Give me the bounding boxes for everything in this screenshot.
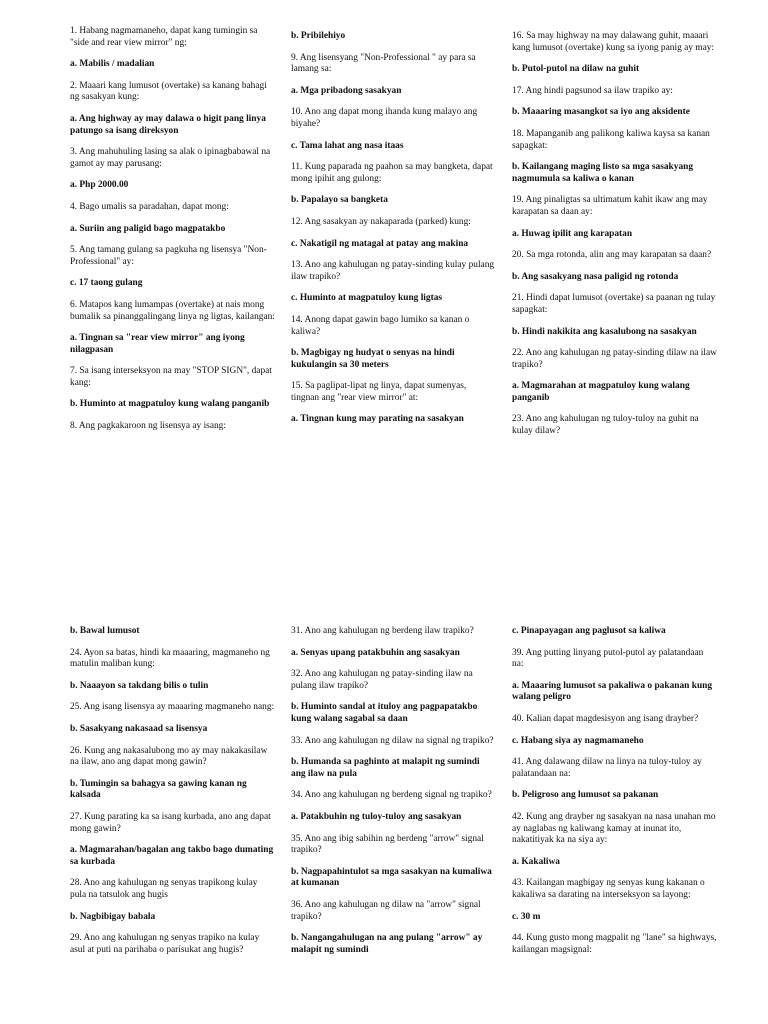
answer-text: b. Huminto sandal at ituloy ang pagpapatakbo kung walang sagabal sa daan	[291, 702, 478, 724]
question-text: 4. Bago umalis sa paradahan, dapat mong:	[70, 201, 229, 212]
answer-text: c. Tama lahat ang nasa itaas	[291, 140, 404, 151]
question-text: 23. Ano ang kahulugan ng tuloy-tuloy na guhit na kulay dilaw?	[512, 414, 699, 437]
question-text: 35. Ano ang ibig sabihin ng berdeng "arrow" signal trapiko?	[291, 833, 484, 856]
answer-text: a. Mga pribadong sasakyan	[291, 85, 402, 96]
question-text: 7. Sa isang interseksyon na may "STOP SIGN", dapat kang:	[70, 366, 272, 388]
question-text: 34. Ano ang kahulugan ng berdeng signal ng trapiko?	[291, 790, 492, 801]
answer-text: a. Magmarahan/bagalan ang takbo bago dumating sa kurbada	[70, 845, 274, 867]
question-text: 8. Ang pagkakaroon ng lisensya ay isang:	[70, 421, 226, 432]
answer-text: a. Mabilis / madalian	[70, 59, 155, 70]
question-text: 26. Kung ang nakasalubong mo ay may nakakasilaw na ilaw, ano ang dapat mong gawin?	[70, 745, 268, 768]
question-text: 20. Sa mga rotonda, alin ang may karapatan sa daan?	[512, 250, 712, 261]
question-text: 43. Kailangan magbigay ng senyas kung kakanan o kakaliwa sa darating na interseksyon sa layong:	[512, 878, 705, 900]
question-text: 40. Kalian dapat magdesisyon ang isang drayber?	[512, 713, 699, 724]
answer-text: b. Nagbibigay babala	[70, 911, 156, 922]
question-text: 36. Ano ang kahulugan ng dilaw na "arrow" signal trapiko?	[291, 899, 481, 922]
answer-text: b. Huminto at magpatuloy kung walang panganib	[70, 399, 270, 410]
answer-text: b. Tumingin sa bahagya sa gawing kanan ng kalsada	[70, 778, 247, 801]
answer-text: a. Tingnan sa "rear view mirror" ang iyong nilagpasan	[70, 333, 245, 355]
question-text: 22. Ano ang kahulugan ng patay-sinding dilaw na ilaw trapiko?	[512, 348, 717, 370]
column-1	[70, 26, 275, 443]
question-text: 33. Ano ang kahulugan ng dilaw na signal ng trapiko?	[291, 735, 494, 746]
question-text: 28. Ano ang kahulugan ng senyas trapikong kulay pula na tatsulok ang hugis	[70, 878, 258, 900]
answer-text: c. Pinapayagan ang paglusot sa kaliwa	[512, 626, 666, 636]
question-text: 17. Ang hindi pagsunod sa ilaw trapiko ay:	[512, 85, 673, 96]
question-text: 1. Habang nagmamaneho, dapat kang tumingin sa "side and rear view mirror" ng:	[70, 26, 258, 48]
question-text: 3. Ang mahuhuling lasing sa alak o ipinagbabawal na gamot ay may parusang:	[70, 147, 271, 169]
question-text: 44. Kung gusto mong magpalit ng "lane" sa highways, kailangan magsignal:	[512, 933, 717, 955]
answer-text: b. Nangangahulugan na ang pulang "arrow" ay malapit ng sumindi	[291, 933, 483, 955]
question-text: 19. Ang pinaligtas sa ultimatum kahit ikaw ang may karapatan sa daan ay:	[512, 195, 708, 217]
question-text: 39. Ang putting linyang putol-putol ay palatandaan na:	[512, 647, 704, 670]
answer-text: c. Huminto at magpatuloy kung ligtas	[291, 293, 443, 304]
answer-text: a. Php 2000.00	[70, 180, 129, 191]
answer-text: b. Naaayon sa takdang bilis o tulin	[70, 680, 209, 691]
column-1	[70, 626, 275, 966]
answer-text: c. 30 m	[512, 911, 541, 922]
question-text: 6. Matapos kang lumampas (overtake) at nais mong bumalik sa pinanggalingang linya ng ligtas, kailangan:	[70, 299, 275, 322]
question-text: 31. Ano ang kahulugan ng berdeng ilaw trapiko?	[291, 626, 474, 636]
question-text: 29. Ano ang kahulugan ng senyas trapiko na kulay asul at puti na parihaba o parisukat ang hugis?	[70, 933, 260, 955]
answer-text: a. Senyas upang patakbuhin ang sasakyan	[291, 647, 460, 658]
question-text: 12. Ang sasakyan ay nakaparada (parked) kung:	[291, 216, 471, 227]
question-text: 25. Ang isang lisensya ay maaaring magmaneho nang:	[70, 702, 275, 713]
answer-text: b. Peligroso ang lumusot sa pakanan	[512, 790, 659, 801]
answer-text: b. Kailangang maging listo sa mga sasakyang nagmumula sa kaliwa o kanan	[512, 162, 694, 184]
answer-text: c. Nakatigil ng matagal at patay ang makina	[291, 238, 469, 249]
question-text: 32. Ano ang kahulugan ng patay-sinding ilaw na pulang ilaw trapiko?	[291, 669, 473, 691]
column-2	[291, 626, 496, 966]
column-3	[512, 31, 717, 448]
question-text: 10. Ano ang dapat mong ihanda kung malayo ang biyahe?	[291, 107, 478, 129]
question-text: 13. Ano ang kahulugan ng patay-sinding kulay pulang ilaw trapiko?	[291, 260, 495, 282]
answer-text: b. Nagpapahintulot sa mga sasakyan na kumaliwa at kumanan	[291, 866, 492, 889]
question-text: 41. Ang dalawang dilaw na linya na tuloy-tuloy ay palatandaan na:	[512, 757, 702, 779]
answer-text: a. Maaaring lumusot sa pakaliwa o pakanan kung walang peligro	[512, 680, 713, 703]
answer-text: a. Ang highway ay may dalawa o higit pang linya patungo sa isang direksyon	[70, 113, 266, 136]
answer-text: b. Bawal lumusot	[70, 626, 140, 636]
answer-text: c. Habang siya ay nagmamaneho	[512, 735, 644, 746]
answer-text: b. Humanda sa paghinto at malapit ng sumindi ang ilaw na pula	[291, 757, 480, 779]
question-text: 11. Kung paparada ng paahon sa may bangketa, dapat mong ipihit ang gulong:	[291, 162, 493, 184]
question-text: 15. Sa paglipat-lipat ng linya, dapat sumenyas, tingnan ang "rear view mirror" at:	[291, 381, 467, 403]
answer-text: b. Ang sasakyang nasa paligid ng rotonda	[512, 271, 679, 282]
answer-text: a. Magmarahan at magpatuloy kung walang panganib	[512, 381, 690, 403]
question-text: 24. Ayon sa batas, hindi ka maaaring, magmaneho ng matulin maliban kung:	[70, 647, 270, 670]
answer-text: a. Kakaliwa	[512, 856, 560, 867]
answer-text: a. Tingnan kung may parating na sasakyan	[291, 414, 464, 425]
question-text: 2. Maaari kang lumusot (overtake) sa kanang bahagi ng sasakyan kung:	[70, 80, 267, 103]
answer-text: b. Hindi nakikita ang kasalubong na sasakyan	[512, 326, 697, 337]
answer-text: b. Putol-putol na dilaw na guhit	[512, 64, 640, 75]
question-text: 9. Ang lisensyang "Non-Professional " ay para sa lamang sa:	[291, 52, 476, 75]
answer-text: b. Papalayo sa bangketa	[291, 195, 388, 206]
answer-text: c. 17 taong gulang	[70, 278, 143, 289]
answer-text: b. Magbigay ng hudyat o senyas na hindi kukulangin sa 30 meters	[291, 348, 455, 370]
document-page-bottom	[0, 512, 768, 1024]
column-3	[512, 626, 717, 966]
answer-text: a. Suriin ang paligid bago magpatakbo	[70, 223, 226, 234]
question-text: 14. Anong dapat gawin bago lumiko sa kanan o kaliwa?	[291, 314, 470, 337]
answer-text: b. Sasakyang nakasaad sa lisensya	[70, 723, 208, 734]
answer-text: a. Huwag ipilit ang karapatan	[512, 228, 633, 239]
question-text: 5. Ang tamang gulang sa pagkuha ng lisensya "Non-Professional" ay:	[70, 245, 267, 267]
answer-text: b. Maaaring masangkot sa iyo ang aksidente	[512, 107, 690, 118]
question-text: 21. Hindi dapat lumusot (overtake) sa paanan ng tulay sapagkat:	[512, 293, 716, 315]
question-text: 27. Kung parating ka sa isang kurbada, ano ang dapat mong gawin?	[70, 811, 271, 834]
answer-text: a. Patakbuhin ng tuloy-tuloy ang sasakyan	[291, 811, 462, 822]
column-2	[291, 31, 496, 436]
question-text: 16. Sa may highway na may dalawang guhit, maaari kang lumusot (overtake) kung sa iyong panig ay may:	[512, 31, 715, 53]
question-text: 18. Mapanganib ang palikong kaliwa kaysa sa kanan sapagkat:	[512, 128, 710, 151]
answer-text: b. Pribilehiyo	[291, 31, 346, 41]
question-text: 42. Kung ang drayber ng sasakyan na nasa unahan mo ay naglabas ng kaliwang kamay at inunat ito, nakatitiyak ka na siya ay:	[512, 811, 716, 846]
